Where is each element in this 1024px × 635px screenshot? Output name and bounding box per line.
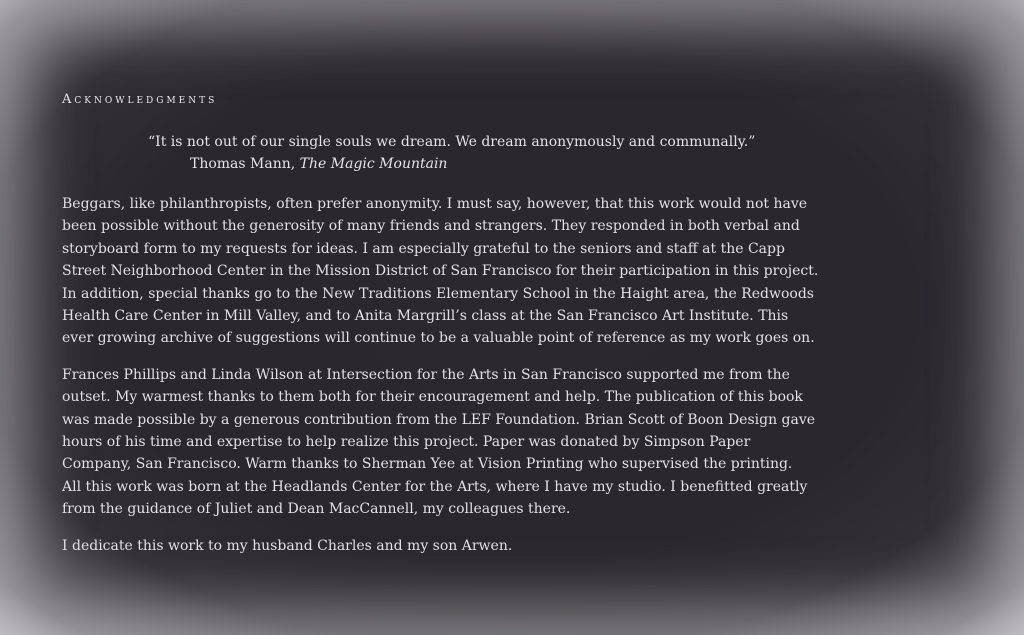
paragraph-line: Health Care Center in Mill Valley, and to Anita Margrill’s class at the San Francisco Art Institute. This xyxy=(62,308,789,325)
paragraph-2 xyxy=(62,364,942,521)
paragraph-line: Beggars, like philanthropists, often prefer anonymity. I must say, however, that this work would not have xyxy=(62,196,808,212)
paragraph-line: Frances Phillips and Linda Wilson at Intersection for the Arts in San Francisco supported me from the xyxy=(62,366,790,383)
paragraph-3 xyxy=(62,535,942,557)
paragraph-line: storyboard form to my requests for ideas. I am especially grateful to the seniors and staff at the Capp xyxy=(62,240,785,257)
paragraph-line: hours of his time and expertise to help realize this project. Paper was donated by Simpson Paper xyxy=(62,434,751,451)
epigraph-author: Thomas Mann, xyxy=(190,156,296,172)
paragraph-line: been possible without the generosity of many friends and strangers. They responded in both verbal and xyxy=(62,218,800,235)
paragraph-line: I dedicate this work to my husband Charles and my son Arwen. xyxy=(62,537,513,554)
paragraph-line: was made possible by a generous contribution from the LEF Foundation. Brian Scott of Boon Design gave xyxy=(62,411,816,428)
epigraph-book-title: The Magic Mountain xyxy=(299,156,448,172)
paragraph-line: outset. My warmest thanks to them both for their encouragement and help. The publication of this book xyxy=(62,389,803,406)
paragraph-line: from the guidance of Juliet and Dean MacCannell, my colleagues there. xyxy=(62,501,571,518)
epigraph xyxy=(148,131,942,175)
paragraph-1 xyxy=(62,193,942,350)
epigraph-quote: “It is not out of our single souls we dream. We dream anonymously and communally.” xyxy=(148,134,756,150)
epigraph-attribution xyxy=(148,153,942,175)
paragraph-line: ever growing archive of suggestions will continue to be a valuable point of reference as my work goes on. xyxy=(62,330,815,347)
paragraph-line: In addition, special thanks go to the New Traditions Elementary School in the Haight area, the Redwoods xyxy=(62,285,814,302)
document-content xyxy=(62,92,942,571)
paragraph-line: Company, San Francisco. Warm thanks to Sherman Yee at Vision Printing who supervised the printing. xyxy=(62,456,793,473)
paragraph-line: Street Neighborhood Center in the Mission District of San Francisco for their participation in this project. xyxy=(62,263,819,280)
page-heading: Acknowledgments xyxy=(62,92,218,107)
paragraph-line: All this work was born at the Headlands Center for the Arts, where I have my studio. I benefitted greatly xyxy=(62,478,808,495)
